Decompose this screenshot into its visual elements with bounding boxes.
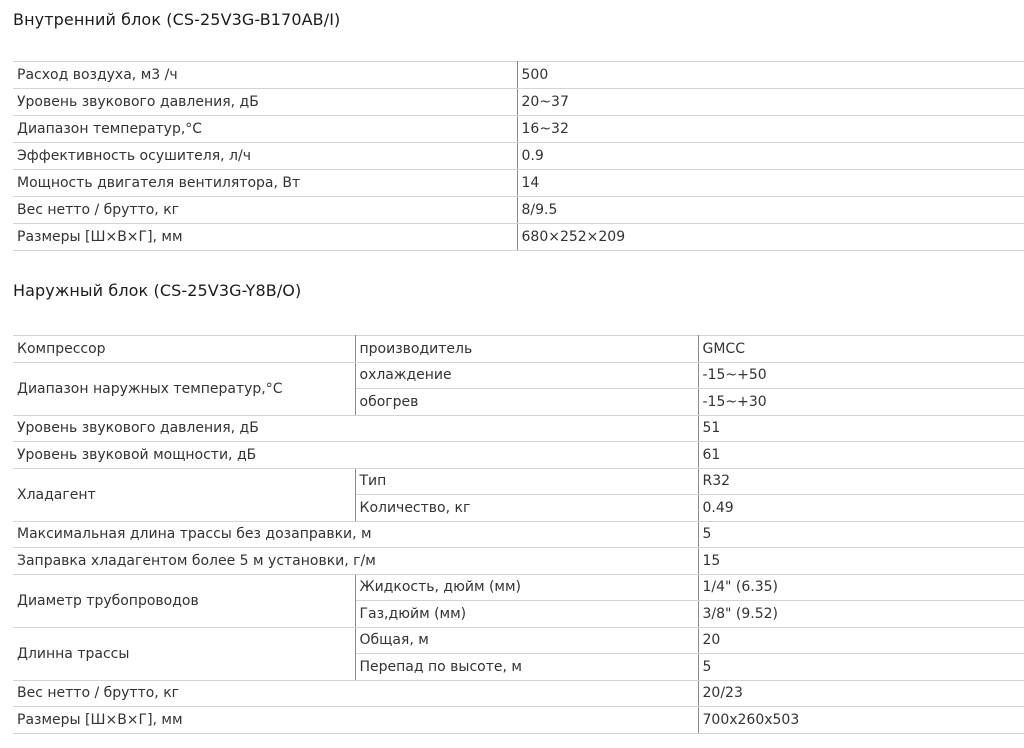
param-label: Диаметр трубопроводов [13, 574, 355, 627]
param-label: Размеры [Ш×В×Г], мм [13, 224, 517, 251]
param-label: Уровень звуковой мощности, дБ [13, 442, 698, 469]
param-value: GMCC [698, 336, 1024, 363]
param-label: Вес нетто / брутто, кг [13, 680, 698, 707]
param-value: 8/9.5 [517, 197, 1024, 224]
param-label: Размеры [Ш×В×Г], мм [13, 707, 698, 734]
sub-param-label: Жидкость, дюйм (мм) [355, 574, 698, 601]
param-value: 20 [698, 627, 1024, 654]
table-row [13, 116, 1024, 143]
sub-param-label: Общая, м [355, 627, 698, 654]
table-row [13, 680, 1024, 707]
param-value: 5 [698, 521, 1024, 548]
param-value: 0.49 [698, 495, 1024, 522]
table-row [13, 170, 1024, 197]
sub-param-label: производитель [355, 336, 698, 363]
outdoor-unit-title: Наружный блок (CS-25V3G-Y8B/O) [13, 281, 302, 300]
param-value: 680×252×209 [517, 224, 1024, 251]
param-value: -15~+30 [698, 389, 1024, 416]
sub-param-label: Тип [355, 468, 698, 495]
sub-param-label: обогрев [355, 389, 698, 416]
param-label: Вес нетто / брутто, кг [13, 197, 517, 224]
table-row [13, 62, 1024, 89]
sub-param-label: охлаждение [355, 362, 698, 389]
table-row [13, 224, 1024, 251]
param-value: 0.9 [517, 143, 1024, 170]
param-label: Эффективность осушителя, л/ч [13, 143, 517, 170]
param-value: 51 [698, 415, 1024, 442]
param-label: Длинна трассы [13, 627, 355, 680]
param-value: 20/23 [698, 680, 1024, 707]
sub-param-label: Перепад по высоте, м [355, 654, 698, 681]
table-row [13, 627, 1024, 654]
outdoor-specs-table [13, 335, 1024, 734]
table-row [13, 548, 1024, 575]
table-row [13, 336, 1024, 363]
param-value: 15 [698, 548, 1024, 575]
table-row [13, 521, 1024, 548]
table-row [13, 707, 1024, 734]
param-label: Диапазон наружных температур,°С [13, 362, 355, 415]
table-row [13, 89, 1024, 116]
param-value: 16~32 [517, 116, 1024, 143]
indoor-unit-title: Внутренний блок (CS-25V3G-B170AB/I) [13, 10, 341, 29]
param-value: 20~37 [517, 89, 1024, 116]
param-value: 5 [698, 654, 1024, 681]
table-row [13, 197, 1024, 224]
sub-param-label: Количество, кг [355, 495, 698, 522]
param-label: Расход воздуха, м3 /ч [13, 62, 517, 89]
table-row [13, 468, 1024, 495]
table-row [13, 574, 1024, 601]
param-value: 14 [517, 170, 1024, 197]
table-row [13, 442, 1024, 469]
param-value: 1/4" (6.35) [698, 574, 1024, 601]
param-label: Мощность двигателя вентилятора, Вт [13, 170, 517, 197]
param-value: R32 [698, 468, 1024, 495]
param-value: 61 [698, 442, 1024, 469]
param-label: Заправка хладагентом более 5 м установки, г/м [13, 548, 698, 575]
param-label: Диапазон температур,°С [13, 116, 517, 143]
param-value: 700x260x503 [698, 707, 1024, 734]
param-label: Уровень звукового давления, дБ [13, 415, 698, 442]
table-row [13, 143, 1024, 170]
indoor-specs-table [13, 61, 1024, 251]
param-value: -15~+50 [698, 362, 1024, 389]
sub-param-label: Газ,дюйм (мм) [355, 601, 698, 628]
param-label: Компрессор [13, 336, 355, 363]
param-label: Хладагент [13, 468, 355, 521]
table-row [13, 362, 1024, 389]
param-value: 3/8" (9.52) [698, 601, 1024, 628]
param-value: 500 [517, 62, 1024, 89]
table-row [13, 415, 1024, 442]
param-label: Уровень звукового давления, дБ [13, 89, 517, 116]
param-label: Максимальная длина трассы без дозаправки, м [13, 521, 698, 548]
